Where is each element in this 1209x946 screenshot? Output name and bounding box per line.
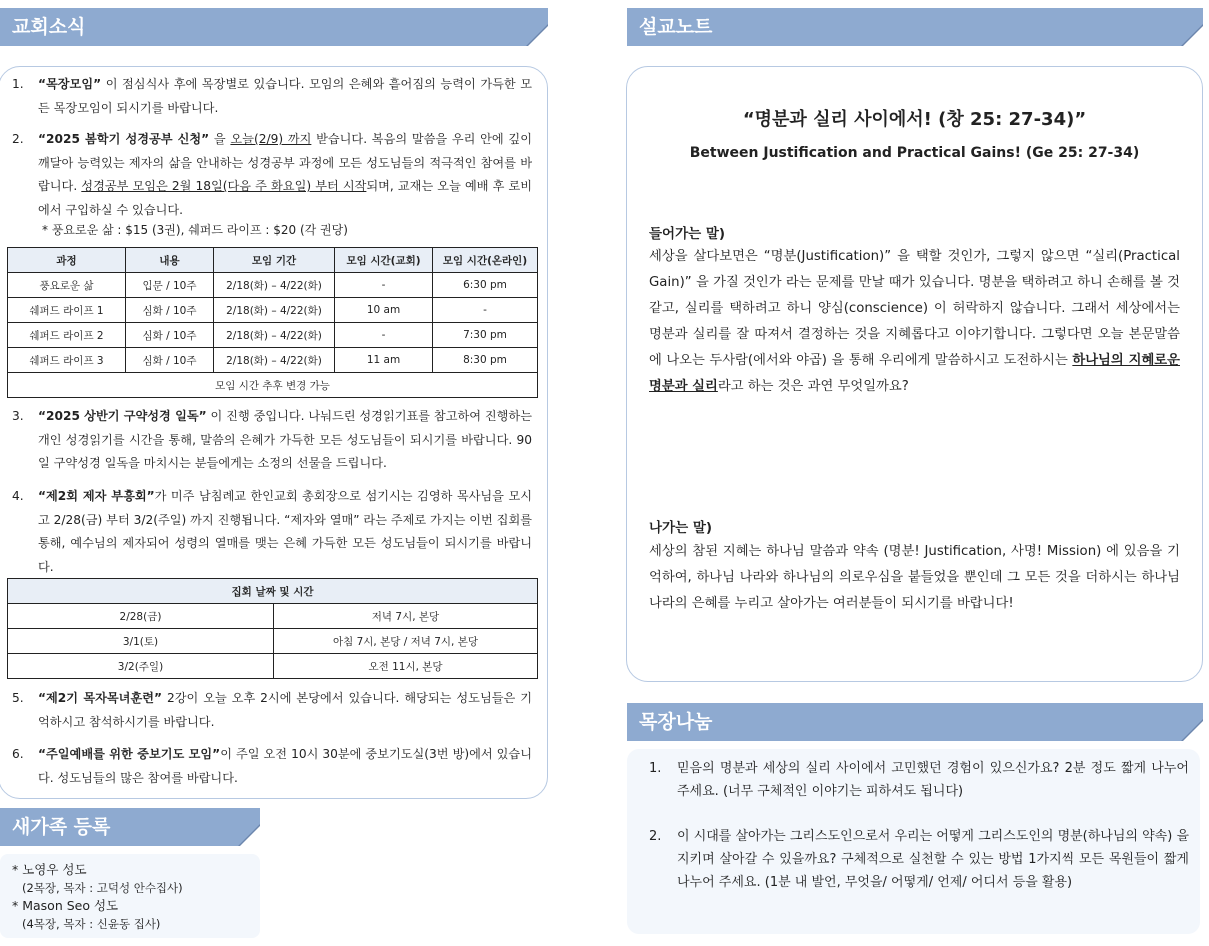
intro-highlight: 하나님의 지혜로운 명분과 실리 xyxy=(649,353,1180,394)
table-note-row: 모임 시간 추후 변경 가능 xyxy=(8,373,538,398)
table-row: 풍요로운 삶 입문 / 10주 2/18(화) – 4/22(화) - 6:30 pm xyxy=(8,273,538,298)
church-news-title: 교회소식 xyxy=(12,16,86,38)
new-family-header xyxy=(0,808,260,846)
sermon-title: “명분과 실리 사이에서! (창 25: 27-34)” xyxy=(742,109,1087,130)
small-group-title: 목장나눔 xyxy=(639,711,713,733)
sermon-note-title: 설교노트 xyxy=(639,16,713,38)
outro-heading: 나가는 말) xyxy=(649,520,713,536)
news-item-4-title: “제2회 제자 부흥회” xyxy=(38,489,155,503)
outro-text: 세상의 참된 지혜는 하나님 말씀과 약속 (명분! Justification, 사명! Mission) 에 있음을 기억하여, 하나님 나라와 하나님의 의로우심을 붙들었을 뿐인데 그 모든 것을 더하시는 하나님 나라의 은혜를 누리고 살아가는 여러분들이 되시기를 바랍니다! xyxy=(649,544,1180,611)
table-row: 쉐퍼드 라이프 1 심화 / 10주 2/18(화) – 4/22(화) 10 am - xyxy=(8,298,538,323)
news-item-2-title: “2025 봄학기 성경공부 신청” xyxy=(38,132,210,146)
study-schedule-table: 과정 내용 모임 기간 모임 시간(교회) 모임 시간(온라인) 풍요로운 삶 입문 / 10주 2/18(화) – 4/22(화) - 6:30 pm 쉐퍼드 라이프 1 심화 / 10주 2/18(화) – 4/22(화) 10 am - 쉐퍼드 라이프 2 심화 / 10주 2/18(화) – 4/22(화) - 7:30 pm 쉐퍼드 라이프 3 심화 / 10주 2/18(화) – 4/22(화) 11 am 8:30 pm 모임 시간 추후 변경 가능 xyxy=(7,247,538,398)
header-fold xyxy=(526,24,548,46)
sermon-note-header xyxy=(627,8,1203,46)
church-news-header xyxy=(0,8,548,46)
news-item-5-title: “제2기 목자목녀훈련” xyxy=(38,691,162,705)
intro-text: 세상을 살다보면은 “명분(Justification)” 을 택할 것인가, 그렇지 않으면 “실리(Practical Gain)” 을 가질 것인가 라는 문제를 만날 때가 있습니다. 명분을 택하려고 하니 손해를 볼 것 같고, 실리를 택하려고 하니 양심(conscience) 이 허락하지 않습니다. 그래서 세상에서는 명분과 실리를 잘 따져서 결정하는 것을 지혜롭다고 이야기합니다. 그렇다면 오늘 본문말씀에 나오는 두사람(에서와 야곱) 을 통해 우리에게 말씀하시고 도전하시는 하나님의 지혜로운 명분과 실리라고 하는 것은 과연 무엇일까요? xyxy=(649,249,1180,394)
new-family-member-name: * Mason Seo 성도 xyxy=(12,898,119,913)
table-row: 3/1(토) 아침 7시, 본당 / 저녁 7시, 본당 xyxy=(8,629,538,654)
table-row: 쉐퍼드 라이프 2 심화 / 10주 2/18(화) – 4/22(화) - 7:30 pm xyxy=(8,323,538,348)
table-row: 쉐퍼드 라이프 3 심화 / 10주 2/18(화) – 4/22(화) 11 am 8:30 pm xyxy=(8,348,538,373)
table-row: 2/28(금) 저녁 7시, 본당 xyxy=(8,604,538,629)
new-family-title: 새가족 등록 xyxy=(12,816,111,838)
table-row: 3/2(주일) 오전 11시, 본당 xyxy=(8,654,538,679)
news-item-3-title: “2025 상반기 구약성경 일독” xyxy=(38,409,207,423)
sermon-subtitle: Between Justification and Practical Gains! (Ge 25: 27-34) xyxy=(689,145,1140,161)
new-family-member-detail: (4목장, 목자 : 신윤동 집사) xyxy=(22,917,161,931)
news-item-1-title: “목장모임” xyxy=(38,77,102,91)
new-family-member-detail: (2목장, 목자 : 고덕성 안수집사) xyxy=(22,881,183,895)
new-family-list xyxy=(12,861,183,933)
news-item-6-title: “주일예배를 위한 중보기도 모임” xyxy=(38,747,221,761)
small-group-header xyxy=(627,703,1203,741)
intro-heading: 들어가는 말) xyxy=(649,226,726,242)
study-book-prices: * 풍요로운 삶 : $15 (3권), 쉐퍼드 라이프 : $20 (각 권당) xyxy=(42,223,348,237)
revival-schedule-table: 집회 날짜 및 시간 2/28(금) 저녁 7시, 본당 3/1(토) 아침 7시, 본당 / 저녁 7시, 본당 3/2(주일) 오전 11시, 본당 xyxy=(7,578,538,679)
new-family-member-name: * 노영우 성도 xyxy=(12,862,87,877)
